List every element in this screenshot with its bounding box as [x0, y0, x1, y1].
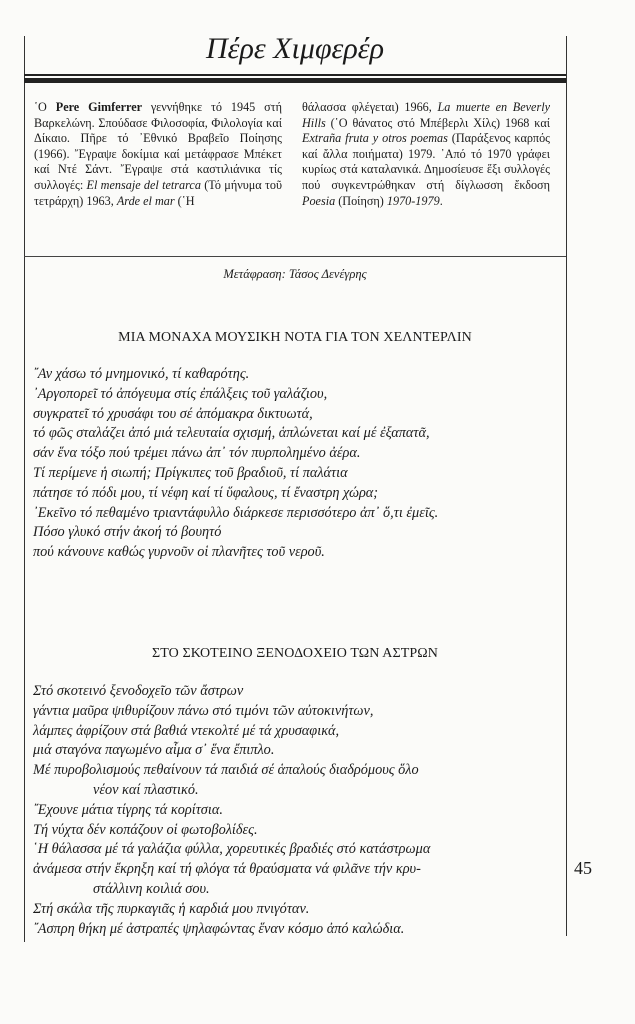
poem-1-body	[33, 366, 561, 564]
poem-line: πάτησε τό πόδι μου, τί νέφη καί τί ὕφαλους, τί ἔναστρη χώρα;	[33, 484, 379, 501]
poem-line: μιά σταγόνα παγωμένο αἷμα σ᾿ ἕνα ἔπιπλο.	[33, 742, 275, 759]
bio-column-left: ῾Ο Pere Gimferrer γεννήθηκε τό 1945 στή Βαρκελώνη. Σπούδασε Φιλοσοφία, Φιλολογία καί Δίκαιο. Πῆρε τό ᾿Εθνικό Βραβεῖο Ποίησης (1966). ῎Εγραψε δοκίμια καί μετάφρασε Μπέκετ καί Ντέ Σάντ. ῎Εγραψε στά καστιλιάνικα τίς συλλογές: El mensaje del tetrarca (Τό μήνυμα τοῦ τετράρχη) 1963, Arde el mar (῾Η	[34, 100, 283, 208]
page-number: 45	[574, 858, 592, 878]
poem-title-2: ΣΤΟ ΣΚΟΤΕΙΝΟ ΞΕΝΟΔΟΧΕΙΟ ΤΩΝ ΑΣΤΡΩΝ	[152, 646, 438, 661]
poem-2-body	[33, 683, 561, 940]
page-title: Πέρε Χιμφερέρ	[206, 32, 384, 65]
poem-line: γάντια μαῦρα ψιθυρίζουν πάνω στό τιμόνι τῶν αὐτοκινήτων,	[33, 702, 374, 719]
poem-line: νέον καί πλαστικό.	[93, 781, 199, 798]
poem-line: στάλλινη κοιλιά σου.	[93, 880, 210, 897]
poem-line: ῎Εχουνε μάτια τίγρης τά κορίτσια.	[33, 801, 223, 818]
poem-line: συγκρατεῖ τό χρυσάφι του σέ ἀπόμακρα δικτυωτά,	[33, 405, 313, 422]
bio-rule	[24, 256, 566, 257]
poem-line: Στό σκοτεινό ξενοδοχεῖο τῶν ἄστρων	[33, 683, 244, 699]
poem-line: Τή νύχτα δέν κοπάζουν οἱ φωτοβολίδες.	[33, 821, 258, 838]
poem-line: τό φῶς σταλάζει ἀπό μιά τελευταία σχισμή, ἁπλώνεται καί μέ ἐξαπατᾶ,	[33, 425, 430, 442]
poem-line: ῾Η θάλασσα μέ τά γαλάζια φύλλα, χορευτικές βραδιές στό κατάστρωμα	[33, 841, 431, 858]
poem-line: Πόσο γλυκό στήν ἀκοή τό βουητό	[33, 524, 222, 541]
translator-credit: Μετάφραση: Τάσος Δενέγρης	[223, 267, 367, 281]
left-margin-line	[24, 36, 25, 942]
poem-line: πού κάνουνε καθώς γυρνοῦν οἱ πλανῆτες τοῦ νεροῦ.	[33, 544, 325, 561]
poem-line: Τί περίμενε ἡ σιωπή; Πρίγκιπες τοῦ βραδιοῦ, τί παλάτια	[33, 464, 348, 481]
poem-line: σάν ἕνα τόξο πού τρέμει πάνω ἀπ᾿ τόν πυρπολημένο ἀέρα.	[33, 445, 361, 462]
poem-line: ῎Αν χάσω τό μνημονικό, τί καθαρότης.	[33, 366, 250, 382]
poem-line: Στή σκάλα τῆς πυρκαγιᾶς ἡ καρδιά μου πνιγόταν.	[33, 900, 310, 917]
right-margin-line	[566, 36, 567, 936]
poem-line: ῎Ασπρη θήκη μέ ἀστραπές ψηλαφώντας ἕναν κόσμο ἀπό καλώδια.	[33, 920, 405, 937]
poem-line: Μέ πυροβολισμούς πεθαίνουν τά παιδιά σέ ἁπαλούς διαδρόμους ὅλο	[33, 762, 419, 779]
poem-line: ᾿Αργοπορεῖ τό ἀπόγευμα στίς ἐπάλξεις τοῦ γαλάζιου,	[33, 385, 328, 402]
poem-line: ἀνάμεσα στήν ἔκρηξη καί τή φλόγα τά θραύσματα νά φιλᾶνε τήν κρυ-	[33, 861, 421, 878]
title-rule	[24, 74, 566, 83]
bio-column-right: θάλασσα φλέγεται) 1966, La muerte en Beverly Hills (῾Ο θάνατος στό Μπέβερλι Χίλς) 1968 καί Extraña fruta y otros poemas (Παράξενος καρπός καί ἄλλα ποιήματα) 1979. ᾿Από τό 1970 γράφει κυρίως στά καταλανικά. Δημοσίευσε ἕξι συλλογές πού συγκεντρώθηκαν στή δίγλωσση ἔκδοση Poesia (Ποίηση) 1970-1979.	[302, 100, 550, 208]
poem-line: ᾿Εκεῖνο τό πεθαμένο τριαντάφυλλο διάρκεσε περισσότερο ἀπ᾿ ὅ,τι ἐμεῖς.	[33, 504, 439, 521]
poem-title-1: ΜΙΑ ΜΟΝΑΧΑ ΜΟΥΣΙΚΗ ΝΟΤΑ ΓΙΑ ΤΟΝ ΧΕΛΝΤΕΡΛΙΝ	[118, 330, 472, 345]
poem-line: λάμπες ἀφρίζουν στά βαθιά ντεκολτέ μέ τά χρυσαφικά,	[33, 722, 340, 739]
